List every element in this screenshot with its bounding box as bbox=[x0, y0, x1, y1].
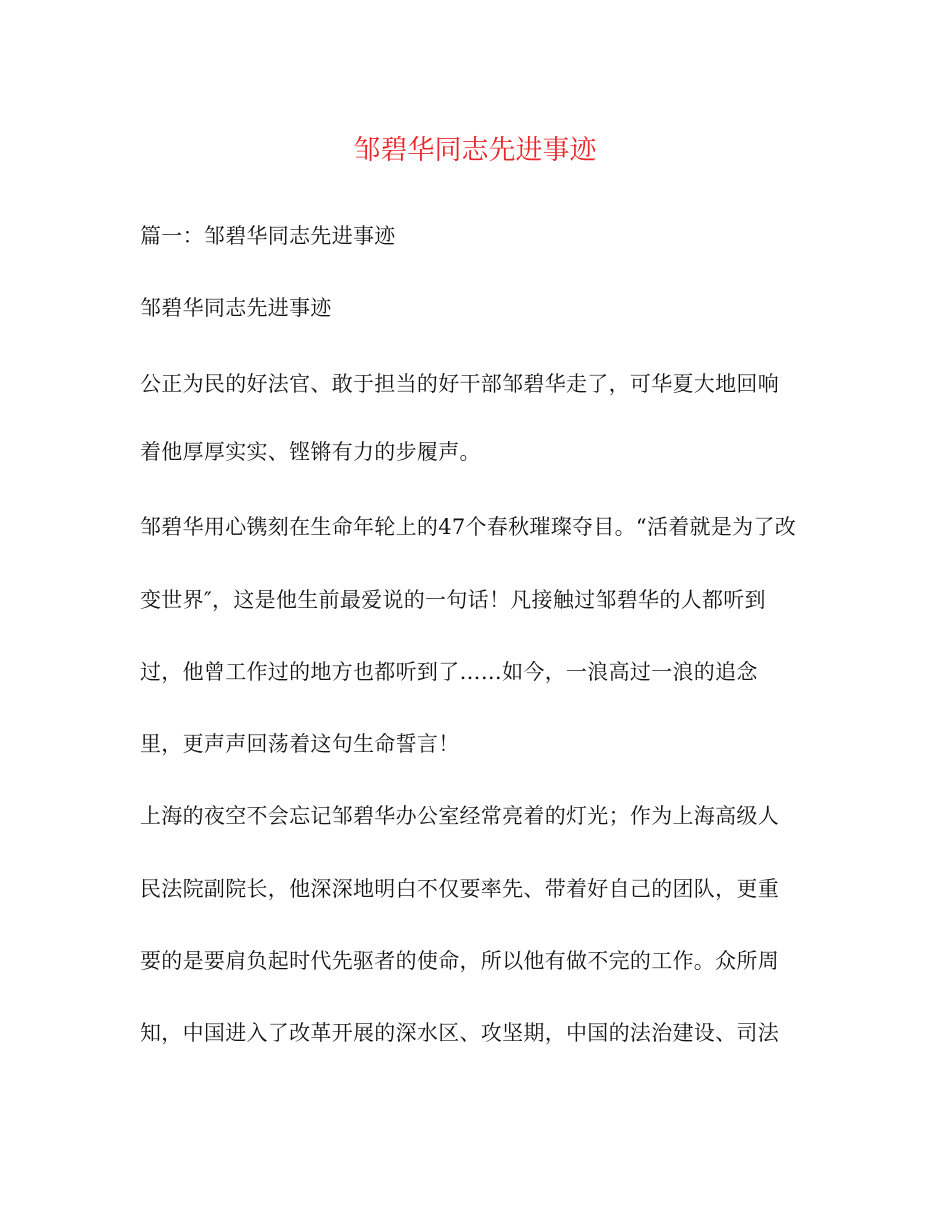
body-line: 变世界″，这是他生前最爱说的一句话！凡接触过邹碧华的人都听到 bbox=[140, 588, 766, 612]
body-line: 民法院副院长，他深深地明白不仅要率先、带着好自己的团队，更重 bbox=[140, 877, 779, 901]
body-line: 着他厚厚实实、铿锵有力的步履声。 bbox=[140, 440, 481, 464]
subheading: 邹碧华同志先进事迹 bbox=[140, 296, 332, 320]
body-line: 过，他曾工作过的地方也都听到了……如今，一浪高过一浪的追念 bbox=[140, 660, 758, 684]
body-line: 上海的夜空不会忘记邹碧华办公室经常亮着的灯光；作为上海高级人 bbox=[140, 804, 779, 828]
body-line: 公正为民的好法官、敢于担当的好干部邹碧华走了，可华夏大地回响 bbox=[140, 372, 779, 396]
body-line: 要的是要肩负起时代先驱者的使命，所以他有做不完的工作。众所周 bbox=[140, 949, 779, 973]
body-line: 里，更声声回荡着这句生命誓言！ bbox=[140, 732, 460, 756]
body-line: 邹碧华用心镌刻在生命年轮上的47个春秋璀璨夺目。“活着就是为了改 bbox=[140, 515, 797, 539]
document-title: 邹碧华同志先进事迹 bbox=[353, 135, 597, 166]
body-line: 知，中国进入了改革开展的深水区、攻坚期，中国的法治建设、司法 bbox=[140, 1021, 779, 1045]
section-heading: 篇一：邹碧华同志先进事迹 bbox=[140, 224, 396, 248]
